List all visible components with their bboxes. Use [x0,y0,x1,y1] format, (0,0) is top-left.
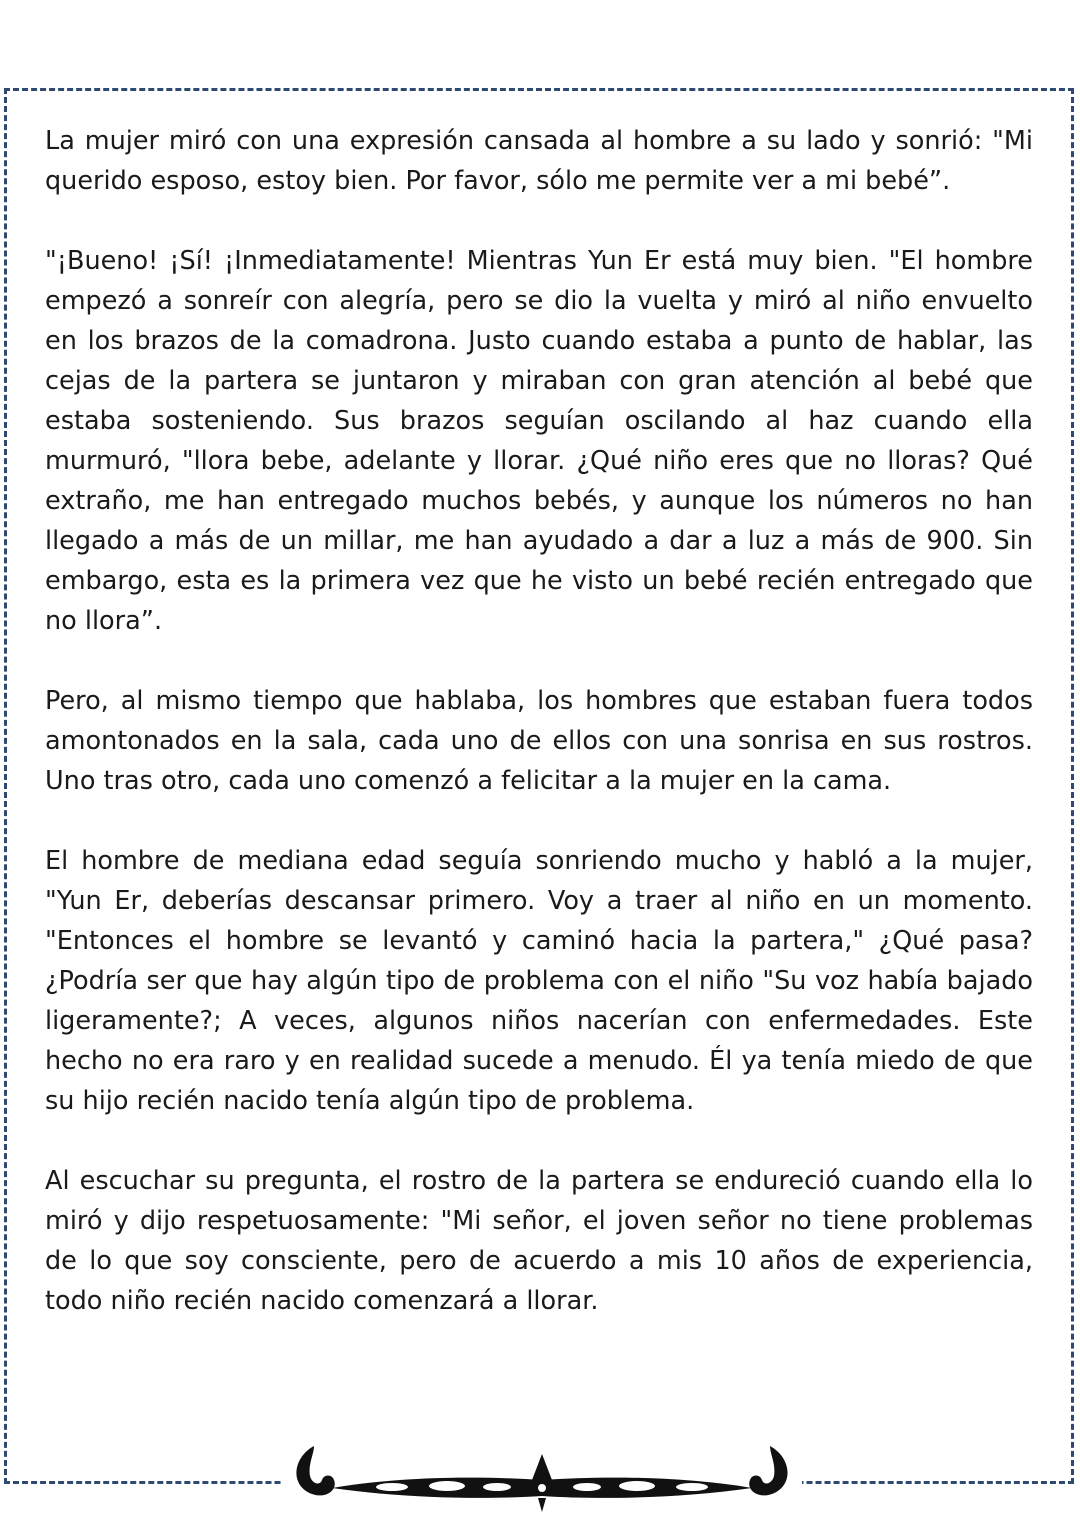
tribal-divider-icon [282,1436,802,1516]
paragraph-2: "¡Bueno! ¡Sí! ¡Inmediatamente! Mientras Yun Er está muy bien. "El hombre empezó a sonreír con alegría, pero se dio la vuelta y miró al niño envuelto en los brazos de la comadrona. Justo cuando estaba a punto de hablar, las cejas de la partera se juntaron y miraban con gran atención al bebé que estaba sosteniendo. Sus brazos seguían oscilando al haz cuando ella murmuró, "llora bebe, adelante y llorar. ¿Qué niño eres que no lloras? Qué extraño, me han entregado muchos bebés, y aunque los números no han llegado a más de un millar, me han ayudado a dar a luz a más de 900. Sin embargo, esta es la primera vez que he visto un bebé recién entregado que no llora”. [45,246,1033,636]
story-text [45,121,1033,1321]
paragraph-1: La mujer miró con una expresión cansada al hombre a su lado y sonrió: "Mi querido esposo, estoy bien. Por favor, sólo me permite ver a mi bebé”. [45,126,1033,196]
paragraph-5: Al escuchar su pregunta, el rostro de la partera se endureció cuando ella lo miró y dijo respetuosamente: "Mi señor, el joven señor no tiene problemas de lo que soy consciente, pero de acuerdo a mis 10 años de experiencia, todo niño recién nacido comenzará a llorar. [45,1166,1033,1316]
paragraph-4: El hombre de mediana edad seguía sonriendo mucho y habló a la mujer, "Yun Er, deberías descansar primero. Voy a traer al niño en un momento. "Entonces el hombre se levantó y caminó hacia la partera," ¿Qué pasa? ¿Podría ser que hay algún tipo de problema con el niño "Su voz había bajado ligeramente?; A veces, algunos niños nacerían con enfermedades. Este hecho no era raro y en realidad sucede a menudo. Él ya tenía miedo de que su hijo recién nacido tenía algún tipo de problema. [45,846,1033,1116]
paragraph-3: Pero, al mismo tiempo que hablaba, los hombres que estaban fuera todos amontonados en la sala, cada uno de ellos con una sonrisa en sus rostros. Uno tras otro, cada uno comenzó a felicitar a la mujer en la cama. [45,686,1033,796]
